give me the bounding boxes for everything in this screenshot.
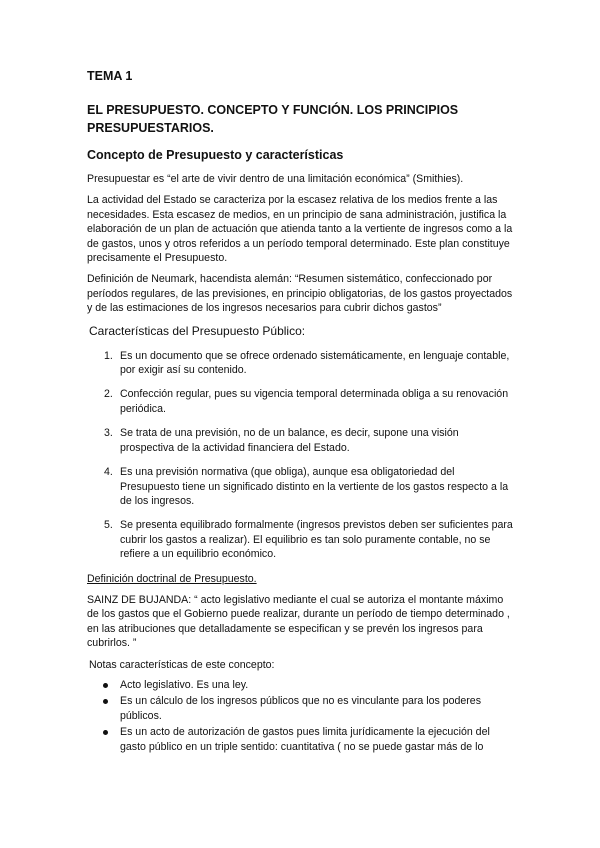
- main-title-line-1: EL PRESUPUESTO. CONCEPTO Y FUNCIÓN. LOS PRINCIPIOS: [87, 103, 459, 117]
- caracteristicas-title: Características del Presupuesto Público:: [89, 323, 306, 338]
- list-item: [87, 694, 515, 723]
- list-text: Acto legislativo. Es una ley.: [120, 678, 249, 691]
- bullet-icon: [103, 730, 108, 735]
- paragraph-neumark: Definición de Neumark, hacendista alemán: “Resumen sistemático, confeccionado por períodos regulares, de las previsiones, en principio obligatorias, de los gastos proyectados y de las estimaciones de los ingresos necesarios para cubrir dichos gastos”: [87, 273, 513, 315]
- notas-list: [87, 678, 515, 754]
- bullet-icon: [103, 699, 108, 704]
- caracteristicas-list: [87, 349, 515, 562]
- list-text: Es un cálculo de los ingresos públicos que no es vinculante para los poderes públicos.: [120, 695, 481, 722]
- list-item: [87, 465, 515, 508]
- paragraph-sainz-de-bujanda: SAINZ DE BUJANDA: “ acto legislativo mediante el cual se autoriza el montante máximo de los gastos que el Gobierno puede realizar, durante un período de tiempo determinado , en las atribuciones que detalladamente se especifican y se prevén los ingresos para cubrirlos. ”: [87, 593, 510, 650]
- list-item: [87, 387, 515, 416]
- list-number: 4.: [104, 466, 113, 479]
- list-text: Es una previsión normativa (que obliga), aunque esa obligatoriedad del Presupuesto tiene un significado distinto en la vertiente de los gastos respecto a la de los ingresos.: [120, 466, 509, 507]
- list-number: 5.: [104, 519, 113, 532]
- list-number: 3.: [104, 427, 113, 440]
- list-text: Confección regular, pues su vigencia temporal determinada obliga a su renovación periódica.: [120, 388, 509, 415]
- list-item: [87, 349, 515, 378]
- list-text: Es un acto de autorización de gastos pues limita jurídicamente la ejecución del gasto público en un triple sentido: cuantitativa ( no se puede gastar más de lo: [120, 726, 490, 753]
- main-title-line-2: PRESUPUESTARIOS.: [87, 121, 214, 135]
- list-text: Se trata de una previsión, no de un balance, es decir, supone una visión prospectiva de la actividad financiera del Estado.: [120, 427, 459, 454]
- list-item: [87, 725, 515, 754]
- list-item: [87, 518, 515, 561]
- bullet-icon: [103, 683, 108, 688]
- tema-heading: TEMA 1: [87, 69, 133, 83]
- main-title: [87, 101, 515, 137]
- document-page: [87, 68, 515, 756]
- paragraph-actividad-estado: La actividad del Estado se caracteriza por la escasez relativa de los medios frente a las necesidades. Esta escasez de medios, en un principio de sana administración, justifica la elaboración de un plan de actuación que atienda tanto a la vertiente de ingresos como a la de gastos, unos y otros referidos a un período temporal determinado. Este plan constituye precisamente el Presupuesto.: [87, 194, 513, 265]
- notas-title: Notas características de este concepto:: [89, 658, 275, 671]
- definicion-doctrinal-title: Definición doctrinal de Presupuesto.: [87, 572, 257, 585]
- list-number: 1.: [104, 349, 113, 362]
- section-title: Concepto de Presupuesto y características: [87, 148, 344, 162]
- list-item: [87, 678, 515, 692]
- list-text: Es un documento que se ofrece ordenado sistemáticamente, en lenguaje contable, por exigir así su contenido.: [120, 349, 510, 377]
- list-number: 2.: [104, 388, 113, 401]
- list-item: [87, 426, 515, 455]
- paragraph-smithies: Presupuestar es “el arte de vivir dentro de una limitación económica” (Smithies).: [87, 173, 464, 185]
- list-text: Se presenta equilibrado formalmente (ingresos previstos deben ser suficientes para cubrir los gastos a realizar). El equilibrio es tan solo puramente contable, no se refiere a un equilibrio económico.: [120, 519, 513, 561]
